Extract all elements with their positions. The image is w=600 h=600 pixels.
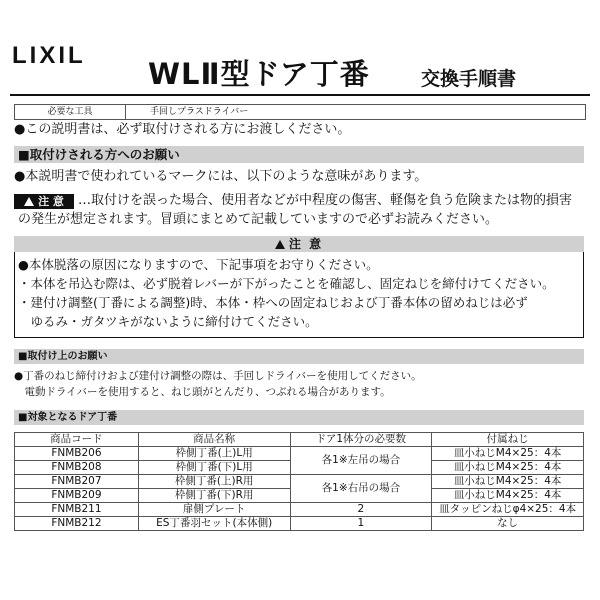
product-screw: 皿小ねじM4×25：4本 [432,489,584,503]
tools-box [14,104,586,120]
header-screw: 付属ねじ [432,433,584,447]
product-name: 枠側丁番(上)R用 [138,475,290,489]
product-code: FNMB208 [15,461,139,475]
product-name: 枠側丁番(上)L用 [138,447,290,461]
page-title: WLⅡ型ドア丁番 [148,57,370,91]
caution-box-title: 注 意 [288,237,324,251]
caution-item: ・本体を吊込む際は、必ず脱着レバーが下がったことを確認し、固定ねじを締付けてください。 [18,276,555,291]
table-header-row [15,433,584,447]
section-install-request: ■取付け上のお願い [14,349,584,364]
caution-item: ●本体脱落の原因になりますので、下記事項をお守りください。 [18,257,379,272]
caution-description-1: …取付けを誤った場合、使用者などが中程度の傷害、軽傷を負う危険または物的損害 [78,193,573,208]
intro-line: ●この説明書は、必ず取付けされる方にお渡しください。 [14,122,351,137]
install-note: 電動ドライバーを使用すると、ねじ頭がとんだり、つぶれる場合があります。 [14,386,391,398]
marks-meaning-line: ●本説明書で使われているマークには、以下のような意味があります。 [14,169,428,184]
product-qty: 1 [290,517,432,531]
product-qty: 各1※右吊の場合 [290,475,432,503]
header-name: 商品名称 [138,433,290,447]
product-screw: 皿小ねじM4×25：4本 [432,475,584,489]
header-divider [10,94,590,96]
product-screw: なし [432,517,584,531]
product-qty: 各1※左吊の場合 [290,447,432,475]
table-row [15,447,584,461]
table-row [15,517,584,531]
page-subtitle: 交換手順書 [421,68,517,90]
header-code: 商品コード [15,433,139,447]
table-row [15,503,584,517]
product-code: FNMB212 [15,517,139,531]
product-screw: 皿小ねじM4×25：4本 [432,461,584,475]
product-code: FNMB211 [15,503,139,517]
caution-item: ゆるみ・ガタツキがないように締付けてください。 [18,314,318,329]
caution-box-header [14,236,584,252]
caution-badge-label: 注 意 [38,195,64,208]
section-installer-request: ■取付けされる方へのお願い [14,146,584,163]
product-screw: 皿小ねじM4×25：4本 [432,447,584,461]
caution-item: ・建付け調整(丁番による調整)時、本体・枠への固定ねじおよび丁番本体の留めねじは必ず [18,295,528,310]
product-screw: 皿タッピンねじφ4×25：4本 [432,503,584,517]
lixil-logo: LIXIL [12,42,86,69]
tools-value: 手回しプラスドライバー [150,107,249,117]
product-code: FNMB206 [15,447,139,461]
product-table [14,432,584,531]
product-name: ES丁番羽セット(本体側) [138,517,290,531]
product-name: 扉側プレート [138,503,290,517]
product-name: 枠側丁番(下)R用 [138,489,290,503]
product-code: FNMB207 [15,475,139,489]
product-name: 枠側丁番(下)L用 [138,461,290,475]
section-target-hinges: ■対象となるドア丁番 [14,410,584,425]
warning-triangle-icon [24,197,34,206]
table-row [15,475,584,489]
caution-description-2: の発生が想定されます。冒頭にまとめて記載していますので必ずお読みください。 [18,212,498,227]
caution-badge [14,194,74,209]
install-note: ●丁番のねじ締付けおよび建付け調整の際は、手回しドライバーを使用してください。 [14,370,422,382]
product-qty: 2 [290,503,432,517]
header-qty: ドア1体分の必要数 [290,433,432,447]
warning-triangle-icon [275,240,285,249]
product-code: FNMB209 [15,489,139,503]
tools-label: 必要な工具 [15,105,126,119]
